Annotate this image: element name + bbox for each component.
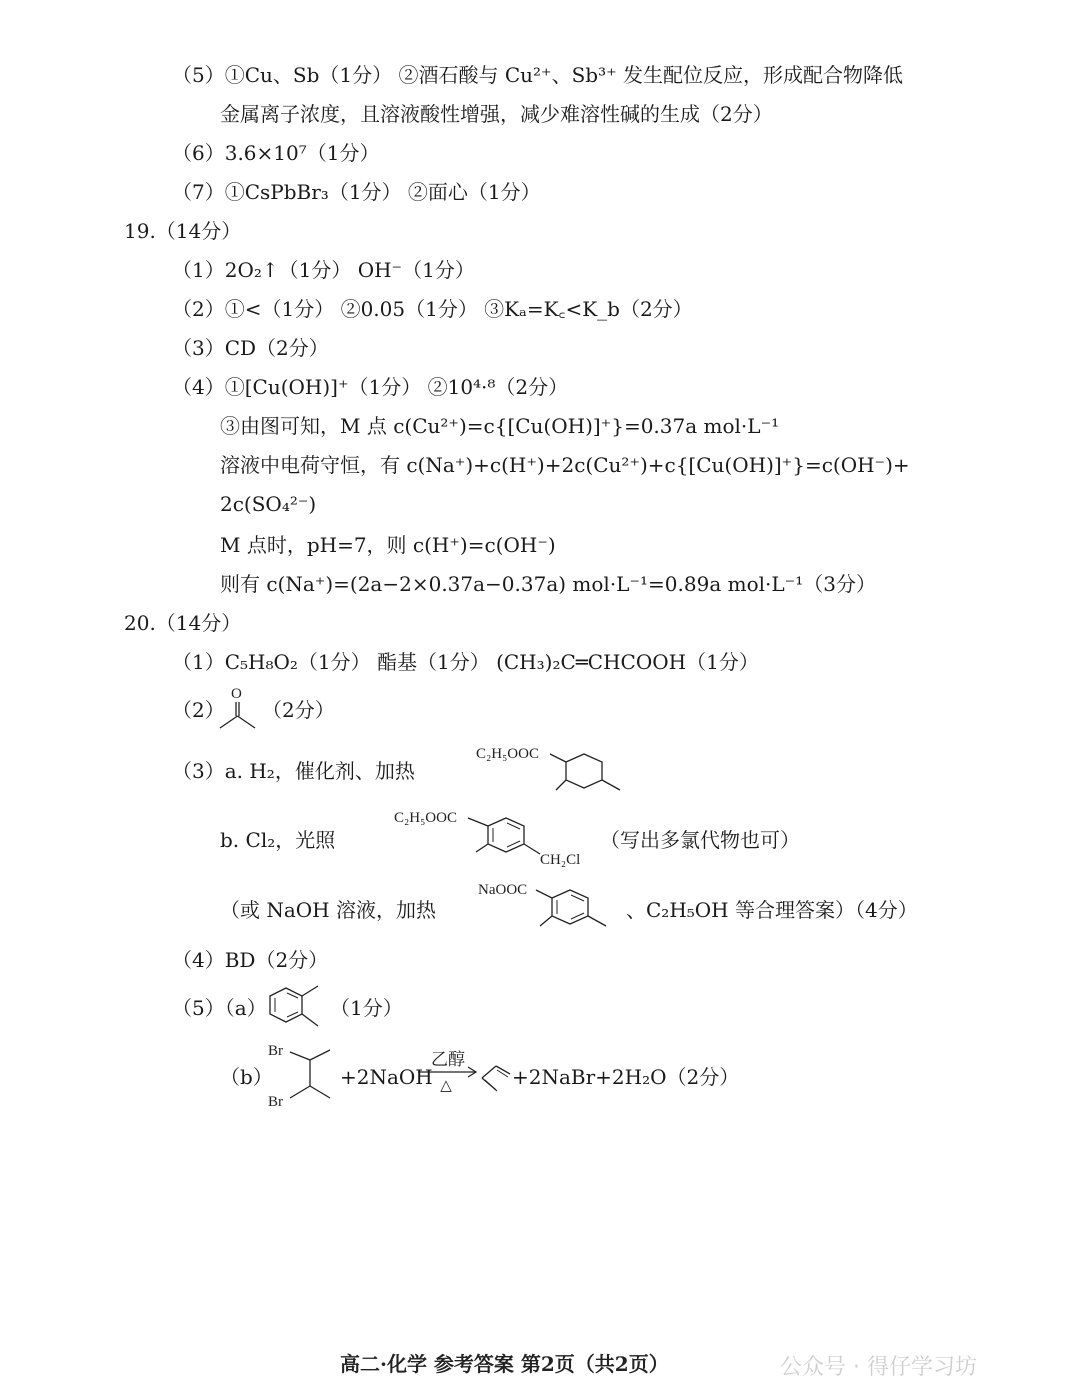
dibromide-structure xyxy=(266,1038,342,1116)
svg-text:C₂H₅OOC: C₂H₅OOC xyxy=(394,810,457,826)
answer-points-20-2: （2分） xyxy=(262,698,335,722)
answer-line-19-2: （2）①<（1分） ②0.05（1分） ③Kₐ=K꜀<K_b（2分） xyxy=(172,297,693,321)
chloromethyl-ester-structure xyxy=(390,804,600,874)
answer-points-20-5a: （1分） xyxy=(330,996,403,1020)
answer-line-18-5a: （5）①Cu、Sb（1分） ②酒石酸与 Cu²⁺、Sb³⁺ 发生配位反应，形成配合物降低 xyxy=(172,63,904,87)
answer-line-19-4a: （4）①[Cu(OH)]⁺（1分） ②10⁴·⁸（2分） xyxy=(172,375,569,399)
page-footer: 高二·化学 参考答案 第2页（共2页） xyxy=(340,1352,669,1376)
answer-line-19-4f: 则有 c(Na⁺)=(2a−2×0.37a−0.37a) mol·L⁻¹=0.89a mol·L⁻¹（3分） xyxy=(220,572,876,596)
cyclohexane-ester-structure xyxy=(472,740,632,804)
svg-text:乙醇: 乙醇 xyxy=(431,1050,465,1070)
reaction-arrow xyxy=(416,1048,480,1100)
answer-line-18-5b: 金属离子浓度，且溶液酸性增强，减少难溶性碱的生成（2分） xyxy=(220,102,773,126)
answer-line-19-4c: 溶液中电荷守恒，有 c(Na⁺)+c(H⁺)+2c(Cu²⁺)+c{[Cu(OH)]⁺}=c(OH⁻)+ xyxy=(220,453,910,477)
answer-number-20-2: （2） xyxy=(172,698,225,722)
answer-line-20-3b: b. Cl₂，光照 xyxy=(220,828,336,852)
answer-line-18-7: （7）①CsPbBr₃（1分） ②面心（1分） xyxy=(172,180,541,204)
answer-line-20-3c-post: 、C₂H₅OH 等合理答案）（4分） xyxy=(626,898,918,922)
answer-line-18-6: （6）3.6×10⁷（1分） xyxy=(172,141,380,165)
svg-text:CH₂Cl: CH₂Cl xyxy=(540,852,581,868)
answer-line-19-4e: M 点时，pH=7，则 c(H⁺)=c(OH⁻) xyxy=(220,533,556,557)
svg-text:C₂H₅OOC: C₂H₅OOC xyxy=(476,746,539,762)
answer-number-20-5b: （b） xyxy=(220,1065,273,1089)
watermark: 公众号 · 得仔学习坊 xyxy=(780,1355,977,1380)
sodium-carboxylate-structure xyxy=(474,876,624,940)
answer-line-19-1: （1）2O₂↑（1分） OH⁻（1分） xyxy=(172,258,475,282)
svg-text:NaOOC: NaOOC xyxy=(478,882,528,898)
answer-note-20-3b: （写出多氯代物也可） xyxy=(600,828,800,852)
answer-line-20-4: （4）BD（2分） xyxy=(172,948,329,972)
svg-text:O: O xyxy=(231,686,242,702)
answer-line-19-3: （3）CD（2分） xyxy=(172,336,329,360)
answer-line-19-4b: ③由图可知，M 点 c(Cu²⁺)=c{[Cu(OH)]⁺}=0.37a mol·L⁻¹ xyxy=(220,414,780,438)
answer-line-20-3c-pre: （或 NaOH 溶液，加热 xyxy=(220,898,436,922)
svg-text:Br: Br xyxy=(268,1094,283,1110)
answer-line-20-3a: （3）a. H₂，催化剂、加热 xyxy=(172,759,415,783)
answer-reagent-20-5b: +2NaOH xyxy=(340,1065,433,1089)
answer-line-20-1: （1）C₅H₈O₂（1分） 酯基（1分） (CH₃)₂C═CHCOOH（1分） xyxy=(172,650,759,674)
svg-text:Br: Br xyxy=(268,1043,283,1059)
question-heading-20: 20.（14分） xyxy=(124,611,242,635)
o-xylene-structure xyxy=(264,982,328,1036)
answer-line-19-4d: 2c(SO₄²⁻) xyxy=(220,492,317,516)
acetone-structure xyxy=(214,684,258,736)
svg-text:△: △ xyxy=(440,1076,452,1094)
answer-products-20-5b: +2NaBr+2H₂O（2分） xyxy=(512,1065,740,1089)
answer-number-20-5a: （5）（a） xyxy=(172,996,267,1020)
question-heading-19: 19.（14分） xyxy=(124,219,242,243)
